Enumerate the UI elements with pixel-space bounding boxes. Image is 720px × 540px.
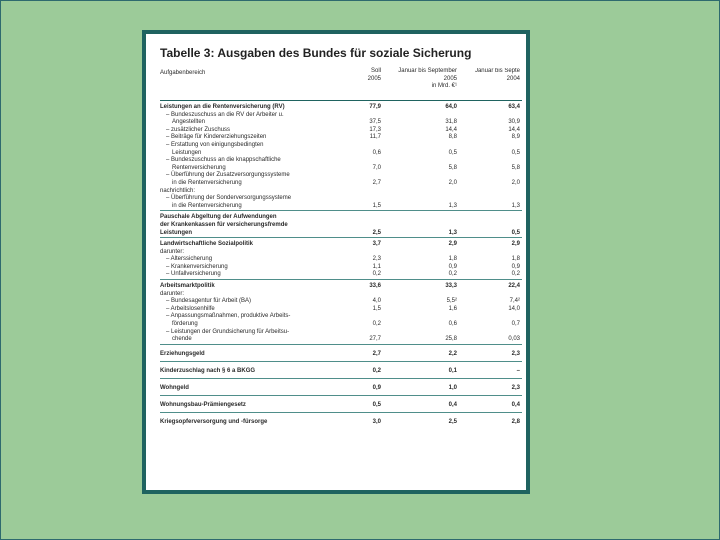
row-value: 0,2 [448,271,457,278]
row-label: – Unfallversicherung [166,271,221,278]
row-value: 33,3 [383,280,459,291]
row-value: 0,4 [459,395,522,412]
row-value: 0,03 [508,336,520,343]
header-line: Januar bis Septe [474,68,520,74]
table-row [160,195,522,203]
row-value: 0,5 [511,149,520,156]
table-row [160,134,522,142]
row-value [335,157,383,165]
row-value: 2,3 [372,256,381,263]
header-row [160,68,522,101]
row-value: 1,8 [448,256,457,263]
row-value: 4,0 [372,298,381,305]
header-line: 2004 [506,75,520,82]
row-value: 14,4 [508,126,520,133]
row-label: in die Rentenversicherung [172,202,242,209]
row-value: 1,8 [511,256,520,263]
row-value [383,188,459,196]
row-value [335,222,383,230]
row-value: 2,8 [459,412,522,429]
row-value: 14,4 [445,126,457,133]
table-row [160,412,522,429]
table-row [160,150,522,158]
table-row [160,238,522,249]
row-value [383,172,459,180]
row-label: nachrichtlich: [160,187,196,194]
row-value: 0,7 [511,321,520,328]
row-value: 8,9 [511,134,520,141]
table-row [160,230,522,238]
row-label: Leistungen [172,149,202,156]
header-line: 2005 [443,75,457,82]
table-row [160,142,522,150]
row-label: Kinderzuschlag nach § 6 a BKGG [160,361,335,378]
row-value [335,188,383,196]
row-value: 1,5 [372,202,381,209]
row-value: 3,7 [335,238,383,249]
table-row [160,101,522,112]
table-row [160,127,522,135]
row-label: Arbeitsmarktpolitik [160,280,335,291]
row-label: Landwirtschaftliche Sozialpolitik [160,238,335,249]
table-page [146,34,526,490]
row-value: 7,4² [509,298,520,305]
row-value: 2,2 [383,344,459,361]
row-value: 7,0 [372,164,381,171]
row-value [383,291,459,299]
row-value [383,249,459,257]
row-value: 5,8 [511,164,520,171]
table-row [160,271,522,279]
row-value [459,172,522,180]
row-value: 31,8 [445,119,457,126]
row-value: 2,3 [459,378,522,395]
row-value: 0,5 [511,229,520,236]
row-value: 2,7 [335,344,383,361]
row-value [459,188,522,196]
row-label: Pauschale Abgeltung der Aufwendungen [160,211,335,222]
row-value [383,157,459,165]
row-label: – Bundeszuschuss an die knappschaftliche [166,157,281,164]
row-value: 3,0 [335,412,383,429]
table-row [160,119,522,127]
row-label: förderung [172,321,198,328]
row-label: chende [172,336,192,343]
row-value: 0,6 [448,321,457,328]
row-label: – Arbeitslosenhilfe [166,305,215,312]
row-label: Wohnungsbau-Prämiengesetz [160,395,335,412]
table-row [160,188,522,196]
row-value: 1,0 [383,378,459,395]
row-value [335,211,383,222]
table-row [160,395,522,412]
row-value [383,112,459,120]
row-label: darunter: [160,290,185,297]
row-value: 2,9 [383,238,459,249]
row-value [459,142,522,150]
row-value [335,142,383,150]
header-line: Januar bis September [398,68,457,74]
row-value: 30,9 [508,119,520,126]
row-value: 22,4 [459,280,522,291]
row-value [383,313,459,321]
row-label: Angestellten [172,119,206,126]
row-value [335,329,383,337]
row-label: – Bundesagentur für Arbeit (BA) [166,298,252,305]
table-row [160,306,522,314]
row-value [459,157,522,165]
row-value [383,211,459,222]
row-value: 0,4 [383,395,459,412]
row-value: 63,4 [459,101,522,112]
row-label: der Krankenkassen für versicherungsfremde [160,221,288,228]
row-label: – Beiträge für Kindererziehungszeiten [166,134,267,141]
row-value [459,211,522,222]
table-row [160,157,522,165]
table-row [160,280,522,291]
row-label: – zusätzlicher Zuschuss [166,126,231,133]
row-value: 8,8 [448,134,457,141]
row-value [335,172,383,180]
row-value: 2,5 [383,412,459,429]
table-row [160,264,522,272]
row-value: 2,7 [372,179,381,186]
row-value: 5,5² [446,298,457,305]
row-value [383,329,459,337]
expenditure-table [160,68,522,429]
row-value [459,329,522,337]
row-value [459,249,522,257]
row-label: – Anpassungsmaßnahmen, produktive Arbeits- [166,313,291,320]
table-row [160,313,522,321]
row-value: 33,6 [335,280,383,291]
row-value: 0,2 [372,271,381,278]
row-label: – Krankenversicherung [166,263,228,270]
table-row [160,344,522,361]
row-value: 2,3 [459,344,522,361]
table-row [160,172,522,180]
row-value: 11,7 [369,134,381,141]
table-row [160,112,522,120]
row-value [459,112,522,120]
row-label: – Überführung der Zusatzversorgungssysteme [166,172,290,179]
table-row [160,180,522,188]
row-value: 1,1 [372,263,381,270]
row-value: 1,3 [511,202,520,209]
header-line: Soll [370,68,381,74]
column-header-2004 [459,68,522,101]
table-row [160,378,522,395]
table-row [160,291,522,299]
table-row [160,256,522,264]
row-value: 0,9 [511,263,520,270]
table-frame [142,30,530,494]
table-row [160,203,522,211]
row-value: 0,1 [383,361,459,378]
row-value: 37,5 [369,119,381,126]
row-label: Erziehungsgeld [160,344,335,361]
table-row [160,321,522,329]
row-value: 17,3 [369,126,381,133]
row-value: 1,3 [448,202,457,209]
row-label: – Leistungen der Grundsicherung für Arbeitsu- [166,328,290,335]
row-value [459,195,522,203]
row-value: 0,6 [372,149,381,156]
row-value: 0,5 [335,395,383,412]
row-value [383,195,459,203]
row-value: 14,0 [508,305,520,312]
table-title: Tabelle 3: Ausgaben des Bundes für soziale Sicherung [160,46,472,60]
header-line: in Mrd. €¹ [431,83,457,90]
row-value [335,313,383,321]
row-value: 2,5 [372,229,381,236]
row-value [335,195,383,203]
row-label: – Überführung der Sonderversorgungssysteme [166,195,292,202]
row-value: – [459,361,522,378]
table-row [160,249,522,257]
table-row [160,329,522,337]
row-value [383,222,459,230]
table-body [160,101,522,429]
table-row [160,222,522,230]
column-header-soll [335,68,383,101]
row-value [383,142,459,150]
row-label: – Erstattung von einigungsbedingten [166,141,264,148]
row-value: 2,0 [448,179,457,186]
row-value: 5,8 [448,164,457,171]
column-header-label: Aufgabenbereich [160,68,335,101]
row-value: 2,9 [459,238,522,249]
row-label: Wohngeld [160,378,335,395]
row-value: 64,0 [383,101,459,112]
row-label: darunter: [160,248,185,255]
row-value [459,222,522,230]
row-value: 0,9 [448,263,457,270]
row-value [459,313,522,321]
row-label: Kriegsopferversorgung und -fürsorge [160,412,335,429]
row-label: Leistungen an die Rentenversicherung (RV) [160,101,335,112]
row-value: 0,5 [448,149,457,156]
row-value: 0,9 [335,378,383,395]
row-label: Leistungen [160,229,193,236]
row-value: 0,2 [372,321,381,328]
row-value: 1,6 [448,305,457,312]
row-value: 1,5 [372,305,381,312]
row-value: 77,9 [335,101,383,112]
row-value [459,291,522,299]
row-value: 27,7 [369,336,381,343]
row-value: 1,3 [448,229,457,236]
table-row [160,298,522,306]
row-value [335,291,383,299]
table-row [160,361,522,378]
column-header-2005 [383,68,459,101]
table-row [160,211,522,222]
row-value: 0,2 [335,361,383,378]
row-value: 25,8 [445,336,457,343]
row-value: 0,2 [511,271,520,278]
row-label: – Alterssicherung [166,256,213,263]
row-value [335,112,383,120]
row-label: Rentenversicherung [172,164,226,171]
row-value [335,249,383,257]
row-label: – Bundeszuschuss an die RV der Arbeiter u. [166,111,284,118]
row-value: 2,0 [511,179,520,186]
header-line: 2005 [367,75,381,82]
row-label: in die Rentenversicherung [172,179,242,186]
table-row [160,336,522,344]
